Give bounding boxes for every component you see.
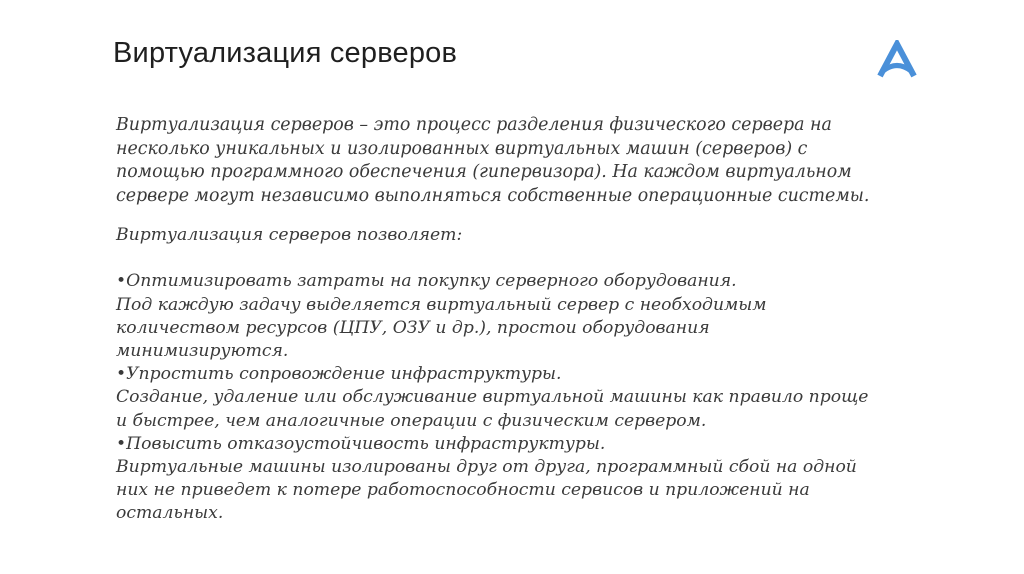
benefit-text: них не приведет к потере работоспособности сервисов и приложений на [116,480,810,501]
intro-line: сервере могут независимо выполняться собственные операционные системы. [116,185,870,206]
spacer [116,247,868,270]
benefit-item: •Повысить отказоустойчивость инфраструктуры. [116,433,606,454]
benefit-text: Создание, удаление или обслуживание виртуальной машины как правило проще [116,387,869,408]
benefit-text: и быстрее, чем аналогичные операции с физическим сервером. [116,410,707,431]
benefit-text: количеством ресурсов (ЦПУ, ОЗУ и др.), простои оборудования [116,317,710,338]
benefit-text: Под каждую задачу выделяется виртуальный сервер с необходимым [116,294,767,315]
intro-paragraph [116,114,869,208]
logo-icon [874,40,920,80]
benefit-item: •Оптимизировать затраты на покупку серверного оборудования. [116,271,737,292]
benefits-block [116,224,868,525]
benefit-text: Виртуальные машины изолированы друг от друга, программный сбой на одной [116,456,857,477]
benefit-item: •Упростить сопровождение инфраструктуры. [116,364,562,385]
intro-line: Виртуализация серверов – это процесс разделения физического сервера на [116,115,832,135]
intro-line: несколько уникальных и изолированных виртуальных машин (серверов) с [116,138,808,159]
intro-line: помощью программного обеспечения (гипервизора). На каждом виртуальном [116,162,852,182]
slide-title: Виртуализация серверов [113,37,458,69]
benefits-heading: Виртуализация серверов позволяет: [116,225,463,245]
benefit-text: остальных. [116,503,224,524]
benefit-text: минимизируются. [116,340,289,361]
